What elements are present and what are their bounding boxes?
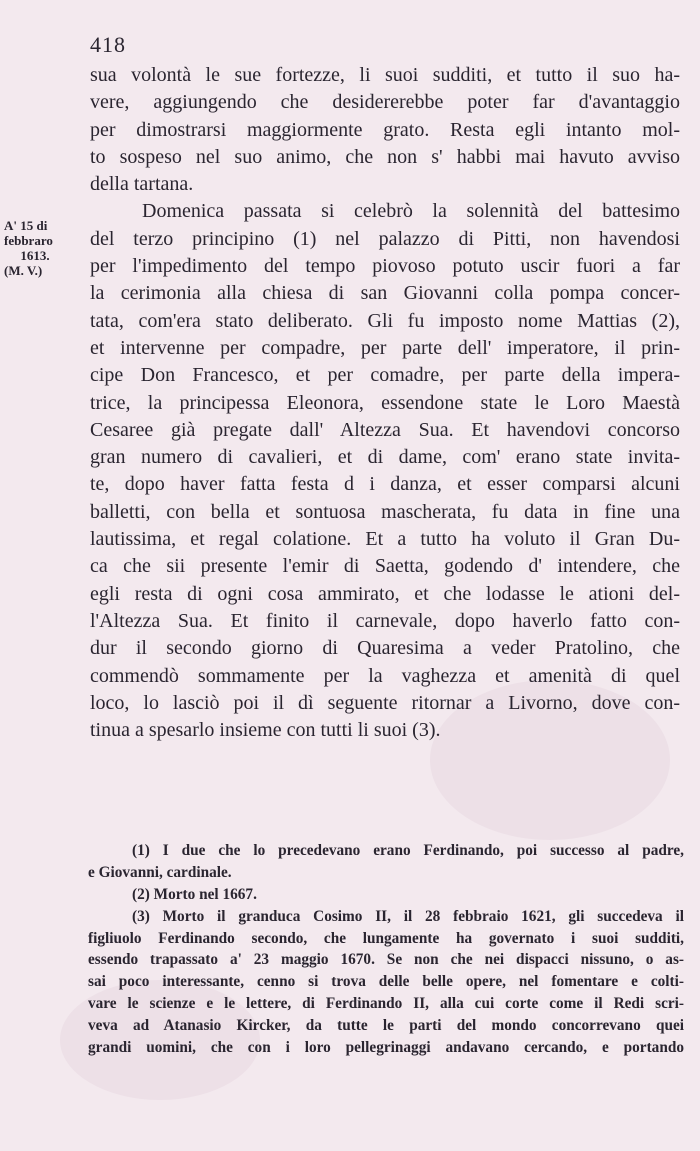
text-line: ca che sii presente l'emir di Saetta, godendo d' intendere, che [90,555,680,578]
text-line: tinua a spesarlo insieme con tutti li suoi (3). [90,719,441,742]
text-line: gran numero di cavalieri, et di dame, com' erano state invita- [90,446,680,469]
footnote-line: figliuolo Ferdinando secondo, che lungamente ha governato i suoi sudditi, [88,929,684,947]
text-line: della tartana. [90,173,194,196]
text-line: tata, com'era stato deliberato. Gli fu imposto nome Mattias (2), [90,309,680,332]
text-line: per l'impedimento del tempo piovoso potuto uscir fuori a far [90,255,680,278]
margin-note-date [4,218,84,278]
margin-note-line: A' 15 di [4,218,48,233]
page-number: 418 [90,32,126,57]
text-line: balletti, con bella et sontuosa mascherata, fu data in fine una [90,500,680,523]
footnote-line: vare le scienze e le lettere, di Ferdinando II, alla cui corte come il Redi scri- [88,995,684,1013]
text-line: loco, lo lasciò poi il dì seguente ritornar a Livorno, dove con- [90,691,680,714]
text-line: trice, la principessa Eleonora, essendone state le Loro Maestà [90,391,680,414]
text-line: dur il secondo giorno di Quaresima a veder Pratolino, che [90,637,680,660]
text-line: per dimostrarsi maggiormente grato. Resta egli intanto mol- [90,118,680,141]
footnote-line: (2) Morto nel 1667. [132,885,257,903]
text-line: to sospeso nel suo animo, che non s' habbi mai havuto avviso [90,145,680,168]
text-line: sua volontà le sue fortezze, li suoi sudditi, et tutto il suo ha- [90,64,680,86]
text-line: Domenica passata si celebrò la solennità del battesimo [142,200,680,223]
text-line: commendò sommamente per la vaghezza et amenità di quel [90,664,680,687]
footnote-line: sai poco interessante, cenno si trova delle belle opere, nel fomentare e colti- [88,973,684,991]
body-text [90,62,680,744]
footnote-line: essendo trapassato a' 23 maggio 1670. Se non che nei dispacci nissuno, o as- [88,951,684,969]
margin-note-line: (M. V.) [4,263,43,278]
text-line: Cesaree già pregate dall' Altezza Sua. Et havendovi concorso [90,418,680,441]
footnote-line: veva ad Atanasio Kircker, da tutte le parti del mondo concorrevano quei [88,1017,684,1035]
text-line: l'Altezza Sua. Et finito il carnevale, dopo haverlo fatto con- [90,609,680,632]
text-line: del terzo principino (1) nel palazzo di Pitti, non havendosi [90,227,680,250]
text-line: te, dopo haver fatta festa d i danza, et esser comparsi alcuni [90,473,680,496]
text-line: lautissima, et regal colatione. Et a tutto ha voluto il Gran Du- [90,528,680,551]
footnote-line: grandi uomini, che con i loro pellegrinaggi andavano cercando, e portando [88,1039,684,1057]
margin-note-line: 1613. [20,248,50,263]
text-line: vere, aggiungendo che desidererebbe poter far d'avantaggio [90,91,680,114]
text-line: cipe Don Francesco, et per comadre, per parte della impera- [90,364,680,387]
margin-note-line: febbraro [4,233,53,248]
footnote-line: (1) I due che lo precedevano erano Ferdinando, poi successo al padre, [132,842,684,859]
footnote-line: (3) Morto il granduca Cosimo II, il 28 febbraio 1621, gli succedeva il [132,907,684,925]
footnotes [90,840,684,1059]
footnote-line: e Giovanni, cardinale. [88,863,232,881]
text-line: egli resta di ogni cosa ammirato, et che lodasse le ationi del- [90,582,680,605]
text-line: la cerimonia alla chiesa di san Giovanni colla pompa concer- [90,282,680,305]
text-line: et intervenne per compadre, per parte dell' imperatore, il prin- [90,336,680,359]
